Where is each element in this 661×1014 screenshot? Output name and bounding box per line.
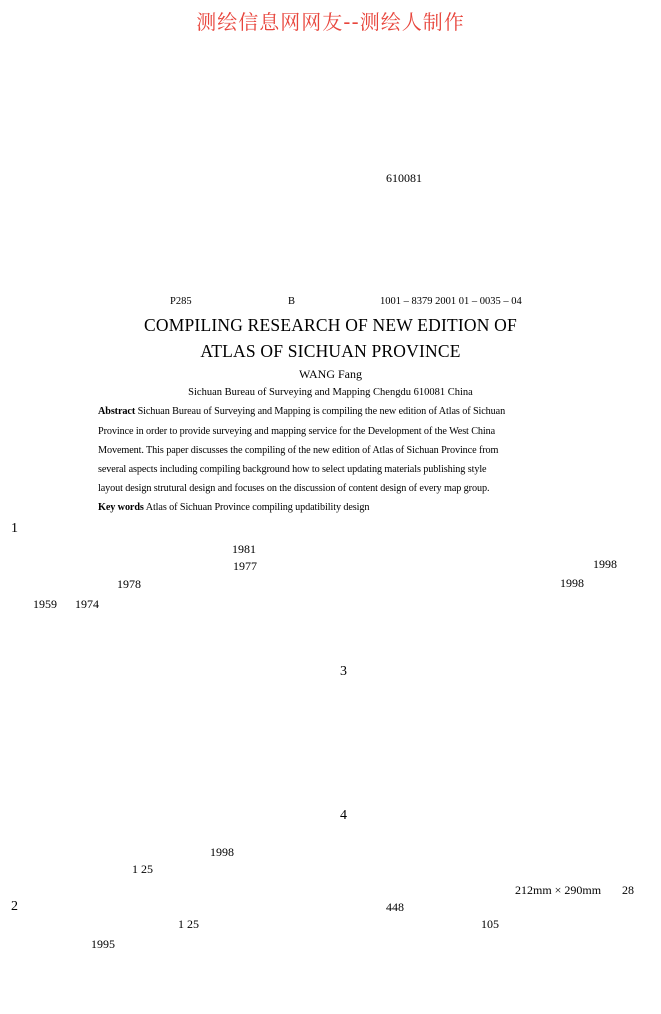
section-number-2: 2 (11, 899, 18, 914)
year-1977: 1977 (233, 559, 257, 573)
scale-1-25-b: 1 25 (178, 917, 199, 931)
keywords-label: Key words (98, 502, 144, 513)
clc-number: P285 (170, 296, 192, 307)
number-105: 105 (481, 917, 499, 931)
page-size: 212mm × 290mm (515, 883, 602, 897)
year-1974: 1974 (75, 597, 99, 611)
author-name: WANG Fang (299, 367, 362, 381)
number-448: 448 (386, 900, 404, 914)
abstract-label: Abstract (98, 406, 136, 417)
abstract-line-3: Movement. This paper discusses the compiling of the new edition of Atlas of Sichuan Province from (98, 445, 499, 456)
article-id: 1001 – 8379 2001 01 – 0035 – 04 (380, 296, 522, 307)
document-code: B (288, 296, 296, 307)
year-1981: 1981 (232, 542, 256, 556)
english-title-line-2: ATLAS OF SICHUAN PROVINCE (200, 341, 461, 361)
figure-number-4: 4 (340, 808, 347, 823)
number-28: 28 (622, 883, 634, 897)
abstract-line-5: layout design strutural design and focuses on the discussion of content design of every map group. (98, 483, 490, 494)
abstract-line-2: Province in order to provide surveying and mapping service for the Development of the West China (98, 426, 496, 437)
keywords-line (98, 502, 538, 513)
year-1959: 1959 (33, 597, 57, 611)
abstract-line-1 (98, 406, 538, 417)
affiliation: Sichuan Bureau of Surveying and Mapping Chengdu 610081 China (188, 387, 473, 398)
watermark-text: 测绘信息网网友--测绘人制作 (196, 10, 465, 34)
year-1995: 1995 (91, 937, 115, 951)
keywords-text: Atlas of Sichuan Province compiling updatibility design (145, 502, 370, 513)
figure-number-3: 3 (340, 664, 347, 679)
abstract-text-1: Sichuan Bureau of Surveying and Mapping is compiling the new edition of Atlas of Sichuan (137, 406, 506, 417)
year-1978: 1978 (117, 577, 141, 591)
scale-1-25-a: 1 25 (132, 862, 153, 876)
year-1998-c: 1998 (210, 845, 234, 859)
year-1998-a: 1998 (593, 557, 617, 571)
year-1998-b: 1998 (560, 576, 584, 590)
postcode: 610081 (386, 171, 422, 185)
english-title-line-1: COMPILING RESEARCH OF NEW EDITION OF (144, 315, 517, 335)
abstract-line-4: several aspects including compiling background how to select updating materials publishing style (98, 464, 487, 475)
section-number-1: 1 (11, 521, 18, 536)
